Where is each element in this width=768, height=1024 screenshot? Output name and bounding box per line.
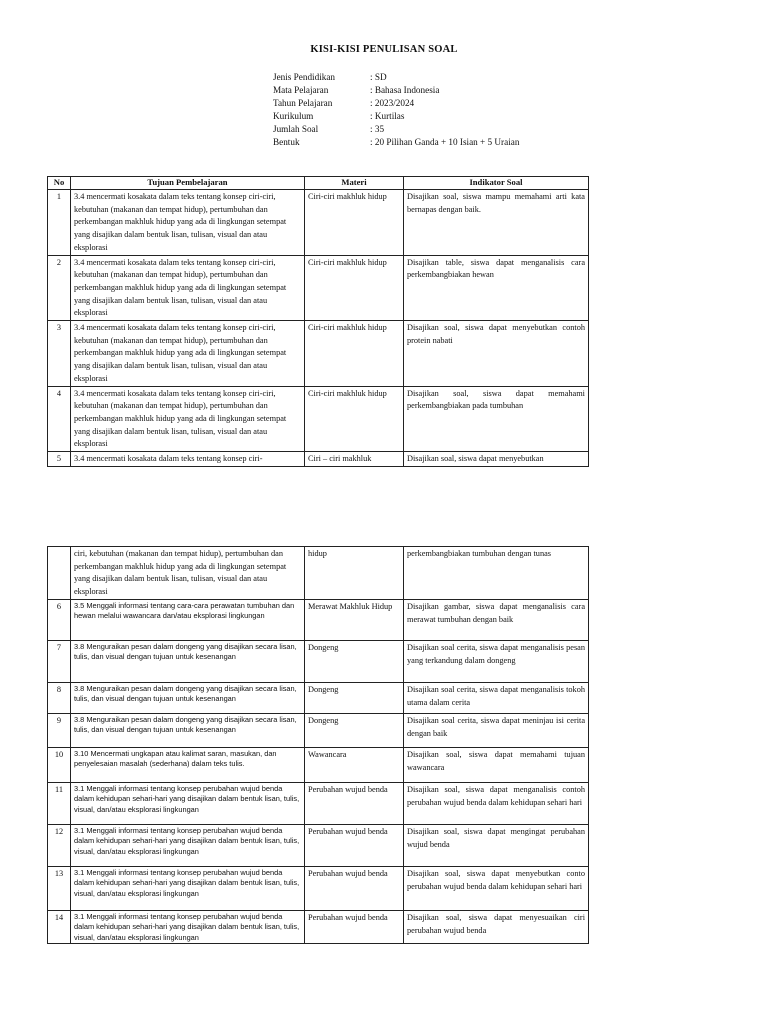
kisi-table-page-2	[47, 546, 589, 944]
kisi-table-page-1	[47, 176, 589, 467]
cell-tujuan: ciri, kebutuhan (makanan dan tempat hidup), pertumbuhan dan perkembangan makhluk hidup yang ada di lingkungan setempat yang disajikan dalam bentuk lisan, tulisan, visual dan atau eksplorasi	[71, 547, 305, 600]
cell-tujuan: 3.10 Mencermati ungkapan atau kalimat saran, masukan, dan penyelesaian masalah (sederhana) dalam teks tulis.	[71, 748, 305, 783]
cell-materi: Perubahan wujud benda	[305, 825, 404, 867]
cell-indikator: Disajikan soal, siswa dapat menganalisis contoh perubahan wujud benda dalam kehidupan sehari hari	[404, 783, 589, 825]
cell-materi: Wawancara	[305, 748, 404, 783]
cell-indikator: Disajikan soal, siswa mampu memahami arti kata bernapas dengan baik.	[404, 190, 589, 256]
table-row	[48, 748, 589, 783]
cell-tujuan: 3.4 mencermati kosakata dalam teks tentang konsep ciri-	[71, 452, 305, 467]
cell-indikator: Disajikan soal cerita, siswa dapat menganalisis pesan yang terkandung dalam dongeng	[404, 641, 589, 683]
cell-tujuan: 3.8 Menguraikan pesan dalam dongeng yang disajikan secara lisan, tulis, dan visual dengan tujuan untuk kesenangan	[71, 714, 305, 748]
cell-no: 9	[48, 714, 71, 748]
header-no: No	[48, 177, 71, 190]
cell-tujuan: 3.4 mencermati kosakata dalam teks tentang konsep ciri-ciri, kebutuhan (makanan dan tempat hidup), pertumbuhan dan perkembangan makhluk hidup yang ada di lingkungan setempat yang disajikan dalam bentuk lisan, tulisan, visual dan atau eksplorasi	[71, 190, 305, 256]
header-tujuan: Tujuan Pembelajaran	[71, 177, 305, 190]
cell-no: 2	[48, 255, 71, 321]
cell-no: 4	[48, 386, 71, 452]
meta-label: Mata Pelajaran	[273, 85, 329, 95]
cell-indikator: Disajikan gambar, siswa dapat menganalisis cara merawat tumbuhan dengan baik	[404, 600, 589, 641]
cell-tujuan: 3.8 Menguraikan pesan dalam dongeng yang disajikan secara lisan, tulis, dan visual dengan tujuan untuk kesenangan	[71, 641, 305, 683]
meta-value: : 35	[370, 124, 385, 134]
table-row	[48, 452, 589, 467]
cell-materi: Dongeng	[305, 641, 404, 683]
cell-materi: Ciri-ciri makhluk hidup	[305, 386, 404, 452]
cell-no: 7	[48, 641, 71, 683]
cell-materi: Ciri-ciri makhluk hidup	[305, 321, 404, 387]
cell-materi: Perubahan wujud benda	[305, 911, 404, 944]
cell-no: 1	[48, 190, 71, 256]
cell-indikator: Disajikan table, siswa dapat menganalisis cara perkembangbiakan hewan	[404, 255, 589, 321]
cell-indikator: Disajikan soal, siswa dapat memahami perkembangbiakan pada tumbuhan	[404, 386, 589, 452]
cell-materi: Perubahan wujud benda	[305, 867, 404, 911]
cell-indikator: Disajikan soal, siswa dapat menyebutkan	[404, 452, 589, 467]
table-row	[48, 867, 589, 911]
cell-indikator: perkembangbiakan tumbuhan dengan tunas	[404, 547, 589, 600]
cell-materi: Ciri – ciri makhluk	[305, 452, 404, 467]
table-row	[48, 783, 589, 825]
cell-no	[48, 547, 71, 600]
table-row	[48, 714, 589, 748]
cell-no: 3	[48, 321, 71, 387]
cell-tujuan: 3.1 Menggali informasi tentang konsep perubahan wujud benda dalam kehidupan sehari-hari yang disajikan dalam bentuk lisan, tulis, visual, dan/atau eksplorasi lingkungan	[71, 911, 305, 944]
meta-value: : 2023/2024	[370, 98, 415, 108]
cell-no: 10	[48, 748, 71, 783]
cell-indikator: Disajikan soal, siswa dapat menyesuaikan ciri perubahan wujud benda	[404, 911, 589, 944]
table-row	[48, 600, 589, 641]
header-indikator: Indikator Soal	[404, 177, 589, 190]
cell-no: 6	[48, 600, 71, 641]
table-row	[48, 547, 589, 600]
cell-indikator: Disajikan soal, siswa dapat memahami tujuan wawancara	[404, 748, 589, 783]
table-row	[48, 825, 589, 867]
table-row	[48, 641, 589, 683]
header-materi: Materi	[305, 177, 404, 190]
cell-materi: Dongeng	[305, 683, 404, 714]
cell-indikator: Disajikan soal, siswa dapat mengingat perubahan wujud benda	[404, 825, 589, 867]
cell-tujuan: 3.1 Menggali informasi tentang konsep perubahan wujud benda dalam kehidupan sehari-hari yang disajikan dalam bentuk lisan, tulis, visual, dan/atau eksplorasi lingkungan	[71, 867, 305, 911]
cell-tujuan: 3.1 Menggali informasi tentang konsep perubahan wujud benda dalam kehidupan sehari-hari yang disajikan dalam bentuk lisan, tulis, visual, dan/atau eksplorasi lingkungan	[71, 825, 305, 867]
cell-no: 12	[48, 825, 71, 867]
cell-materi: Ciri-ciri makhluk hidup	[305, 190, 404, 256]
cell-tujuan: 3.4 mencermati kosakata dalam teks tentang konsep ciri-ciri, kebutuhan (makanan dan tempat hidup), pertumbuhan dan perkembangan makhluk hidup yang ada di lingkungan setempat yang disajikan dalam bentuk lisan, tulisan, visual dan atau eksplorasi	[71, 386, 305, 452]
cell-no: 14	[48, 911, 71, 944]
cell-no: 8	[48, 683, 71, 714]
table-row	[48, 190, 589, 256]
table-row	[48, 683, 589, 714]
cell-no: 5	[48, 452, 71, 467]
cell-indikator: Disajikan soal cerita, siswa dapat menganalisis tokoh utama dalam cerita	[404, 683, 589, 714]
meta-label: Bentuk	[273, 137, 300, 147]
table-row	[48, 911, 589, 944]
meta-label: Tahun Pelajaran	[273, 98, 333, 108]
cell-no: 11	[48, 783, 71, 825]
meta-label: Jenis Pendidikan	[273, 72, 336, 82]
meta-label: Kurikulum	[273, 111, 314, 121]
cell-tujuan: 3.8 Menguraikan pesan dalam dongeng yang disajikan secara lisan, tulis, dan visual dengan tujuan untuk kesenangan	[71, 683, 305, 714]
cell-no: 13	[48, 867, 71, 911]
meta-label: Jumlah Soal	[273, 124, 319, 134]
cell-materi: Dongeng	[305, 714, 404, 748]
table-row	[48, 386, 589, 452]
cell-tujuan: 3.1 Menggali informasi tentang konsep perubahan wujud benda dalam kehidupan sehari-hari yang disajikan dalam bentuk lisan, tulis, visual, dan/atau eksplorasi lingkungan	[71, 783, 305, 825]
cell-indikator: Disajikan soal, siswa dapat menyebutkan contoh protein nabati	[404, 321, 589, 387]
cell-materi: Perubahan wujud benda	[305, 783, 404, 825]
cell-materi: Merawat Makhluk Hidup	[305, 600, 404, 641]
table-row	[48, 255, 589, 321]
meta-value: : Kurtilas	[370, 111, 405, 121]
cell-materi: hidup	[305, 547, 404, 600]
table-row	[48, 321, 589, 387]
cell-tujuan: 3.5 Menggali informasi tentang cara-cara perawatan tumbuhan dan hewan melalui wawancara dan/atau eksplorasi lingkungan	[71, 600, 305, 641]
cell-materi: Ciri-ciri makhluk hidup	[305, 255, 404, 321]
cell-indikator: Disajikan soal cerita, siswa dapat meninjau isi cerita dengan baik	[404, 714, 589, 748]
meta-value: : SD	[370, 72, 387, 82]
meta-value: : Bahasa Indonesia	[370, 85, 440, 95]
table-header-row	[48, 177, 589, 190]
cell-tujuan: 3.4 mencermati kosakata dalam teks tentang konsep ciri-ciri, kebutuhan (makanan dan tempat hidup), pertumbuhan dan perkembangan makhluk hidup yang ada di lingkungan setempat yang disajikan dalam bentuk lisan, tulisan, visual dan atau eksplorasi	[71, 255, 305, 321]
document-title: KISI-KISI PENULISAN SOAL	[310, 44, 458, 55]
cell-indikator: Disajikan soal, siswa dapat menyebutkan conto perubahan wujud benda dalam kehidupan sehari hari	[404, 867, 589, 911]
meta-value: : 20 Pilihan Ganda + 10 Isian + 5 Uraian	[370, 137, 520, 147]
cell-tujuan: 3.4 mencermati kosakata dalam teks tentang konsep ciri-ciri, kebutuhan (makanan dan tempat hidup), pertumbuhan dan perkembangan makhluk hidup yang ada di lingkungan setempat yang disajikan dalam bentuk lisan, tulisan, visual dan atau eksplorasi	[71, 321, 305, 387]
